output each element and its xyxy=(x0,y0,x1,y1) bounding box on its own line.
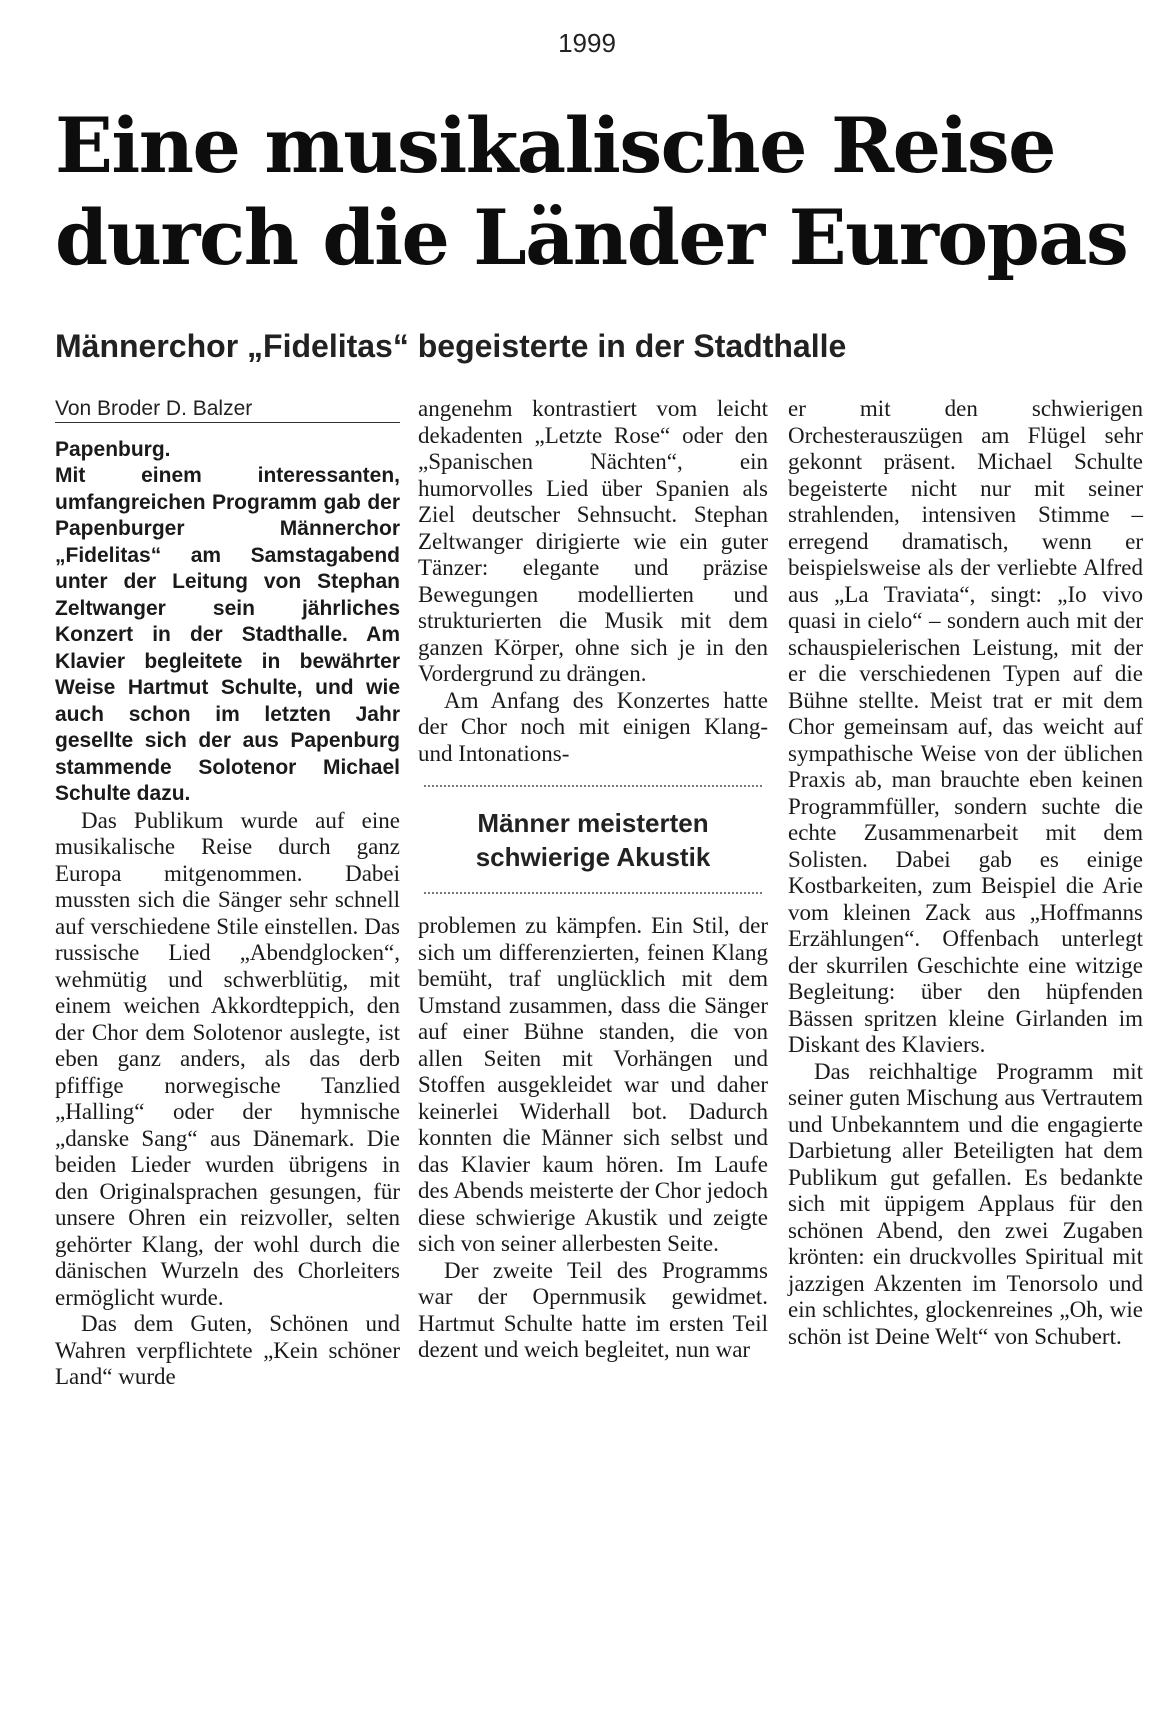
byline: Von Broder D. Balzer xyxy=(55,397,253,420)
intertitle-line-1: Männer meisterten xyxy=(477,808,709,838)
body-paragraph: problemen zu kämpfen. Ein Stil, der sich um differenzierten, feinen Klang bemüht, traf unglücklich mit dem Umstand zusammen, dass die Sänger auf einer Bühne standen, die von allen Seiten mit Vorhängen und Stoffen ausgekleidet war und daher keinerlei Widerhall bot. Dadurch konnten die Männer sich selbst und das Klavier kaum hören. Im Laufe des Abends meisterte der Chor jedoch diese schwierige Akustik und zeigte sich von seiner allerbesten Seite. xyxy=(418,913,768,1256)
subheadline: Männerchor „Fidelitas“ begeisterte in der Stadthalle xyxy=(55,328,847,364)
body-paragraph: Der zweite Teil des Programms war der Opernmusik gewidmet. Hartmut Schulte hatte im ersten Teil dezent und weich begleitet, nun war xyxy=(418,1257,768,1362)
body-paragraph: Das Publikum wurde auf eine musikalische Reise durch ganz Europa mitgenommen. Dabei mussten sich die Sänger sehr schnell auf verschiedene Stile einstellen. Das russische Lied „Abendglocken“, wehmütig und schwerblütig, mit einem weichen Akkordteppich, den der Chor dem Solotenor auslegte, ist eben ganz anders, als das derb pfiffige norwegische Tanzlied „Halling“ oder der hymnische „danske Sang“ aus Dänemark. Die beiden Lieder wurden übrigens in den Originalsprachen gesungen, für unsere Ohren ein reizvoller, selten gehörter Klang, der wohl durch die dänischen Wurzeln des Chorleiters ermöglicht wurde. xyxy=(55,807,400,1310)
article-column-3 xyxy=(788,396,1143,1350)
intertitle-box xyxy=(418,785,768,897)
article-column-2 xyxy=(418,396,768,1364)
byline-rule xyxy=(55,422,400,423)
article-column-1 xyxy=(55,396,400,1391)
year-label: 1999 xyxy=(558,28,616,58)
body-paragraph: angenehm kontrastiert vom leicht dekadenten „Letzte Rose“ oder den „Spanischen Nächten“, ein humorvolles Lied über Spanien als Ziel deutscher Sehnsucht. Stephan Zeltwanger dirigierte wie ein guter Tänzer: elegante und präzise Bewegungen modellierten und strukturierten die Musik mit dem ganzen Körper, ohne sich je in den Vordergrund zu drängen. xyxy=(418,396,768,686)
headline-line-1: Eine musikalische Reise xyxy=(55,101,1055,190)
intertitle-line-2: schwierige Akustik xyxy=(475,842,711,872)
body-paragraph: Das dem Guten, Schönen und Wahren verpflichtete „Kein schöner Land“ wurde xyxy=(55,1311,400,1389)
box-bottom-rule xyxy=(424,892,762,897)
lead-paragraph: Mit einem interessanten, umfangreichen Programm gab der Papenburger Männerchor „Fidelitas“ am Samstagabend unter der Leitung von Stephan Zeltwanger sein jährliches Konzert in der Stadthalle. Am Klavier begleitete in bewährter Weise Hartmut Schulte, und wie auch schon im letzten Jahr gesellte sich der aus Papenburg stammende Solotenor Michael Schulte dazu. xyxy=(55,464,400,805)
body-paragraph: Das reichhaltige Programm mit seiner guten Mischung aus Vertrautem und Unbekanntem und die engagierte Darbietung aller Beteiligten hat dem Publikum gut gefallen. Es bedankte sich mit üppigem Applaus für den schönen Abend, den zwei Zugaben krönten: ein druckvolles Spiritual mit jazzigen Akzenten im Tenorsolo und ein schlichtes, glockenreines „Oh, wie schön ist Deine Welt“ von Schubert. xyxy=(788,1058,1143,1349)
body-paragraph: Am Anfang des Konzertes hatte der Chor noch mit einigen Klang- und Intonations- xyxy=(418,687,768,766)
headline-line-2: durch die Länder Europas xyxy=(55,193,1128,282)
body-paragraph: er mit den schwierigen Orchesterauszügen am Flügel sehr gekonnt präsent. Michael Schulte begeisterte nicht nur mit seiner strahlenden, intensiven Stimme – erregend dramatisch, wenn er beispielsweise als der verliebte Alfred aus „La Traviata“, singt: „Io vivo quasi in cielo“ – sondern auch mit der schauspielerischen Leistung, mit der er die verschiedenen Typen auf die Bühne stellte. Meist trat er mit dem Chor gemeinsam auf, das weicht auf sympathische Weise von der üblichen Praxis ab, man brauchte eben keinen Programmfüller, sondern suchte die echte Zusammenarbeit mit dem Solisten. Dabei gab es einige Kostbarkeiten, zum Beispiel die Arie vom kleinen Zack aus „Hoffmanns Erzählungen“. Offenbach unterlegt der skurrilen Geschichte eine witzige Begleitung: über den hüpfenden Bässen spritzen kleine Girlanden im Diskant des Klaviers. xyxy=(788,396,1143,1057)
headline xyxy=(55,100,1135,284)
dateline: Papenburg. xyxy=(55,438,171,461)
intertitle xyxy=(418,790,768,892)
